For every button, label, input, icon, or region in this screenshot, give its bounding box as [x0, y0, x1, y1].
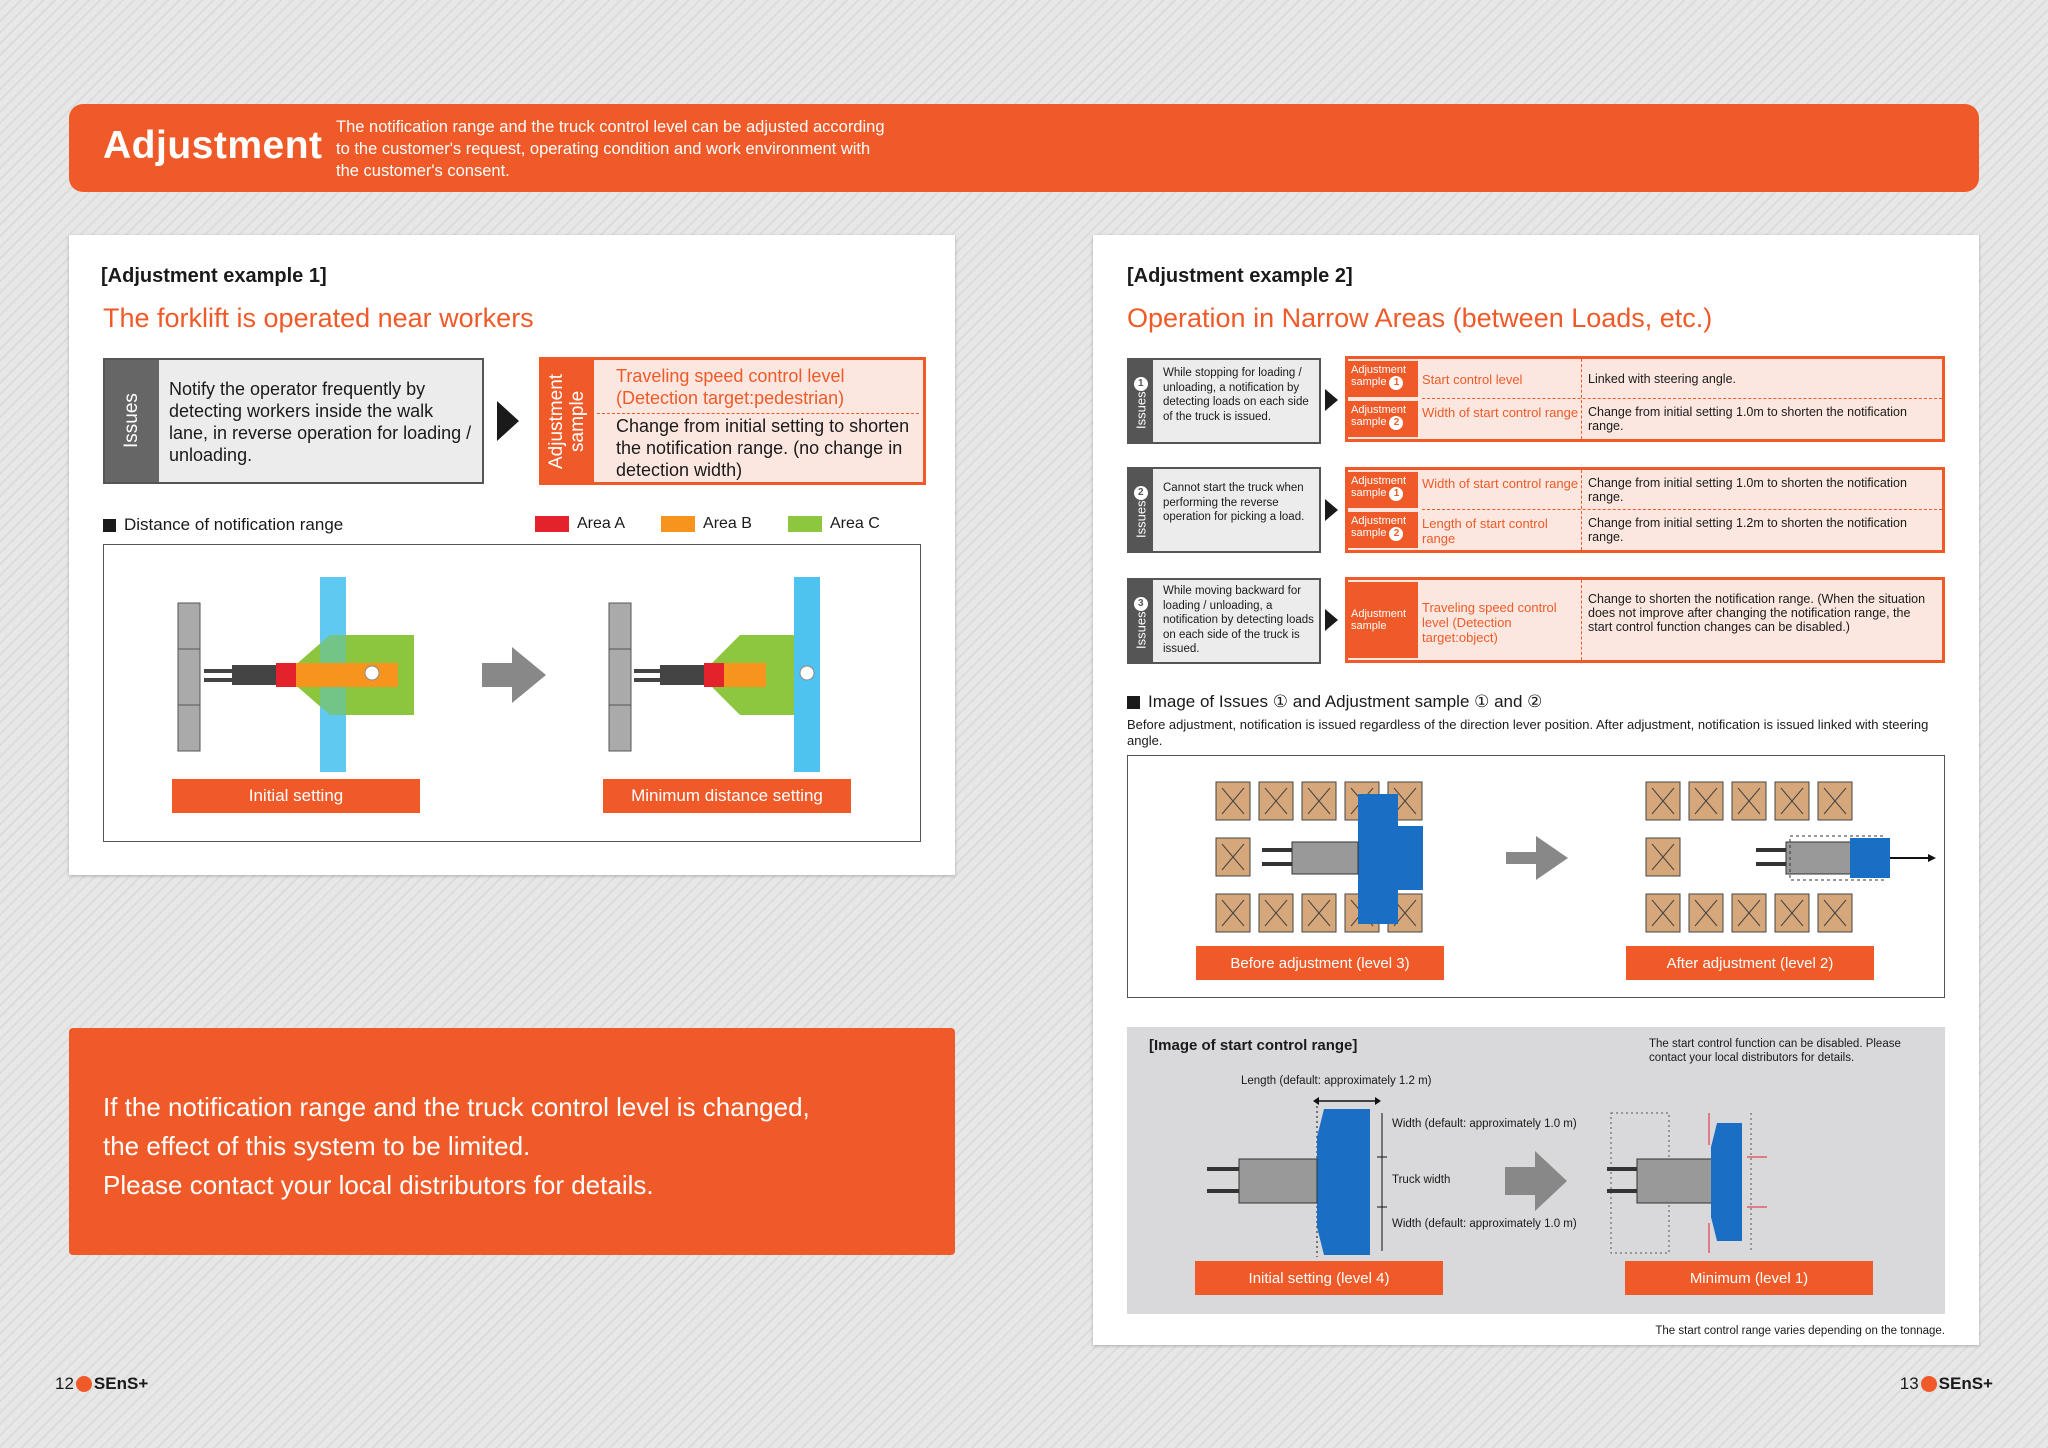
initial-setting-label: Initial setting	[172, 779, 420, 813]
initial-setting-level-4-label: Initial setting (level 4)	[1195, 1261, 1443, 1295]
example-1-label: [Adjustment example 1]	[101, 265, 327, 287]
example-2-title: Operation in Narrow Areas (between Loads, etc.)	[1127, 303, 1713, 333]
start-control-range-section	[1127, 1027, 1945, 1314]
arrow-right-icon	[497, 401, 519, 441]
minimum-level-1-label: Minimum (level 1)	[1625, 1261, 1873, 1295]
banner-description: The notification range and the truck control level can be adjusted according to the customer's request, operating condition and work environment with the customer's consent.	[336, 118, 885, 180]
issue-row-1: Issues 1 While stopping for loading / unloading, a notification by detecting loads on each side of the truck is issued.	[1127, 358, 1321, 444]
arrow-right-icon	[482, 647, 546, 703]
tonnage-footnote: The start control range varies depending on the tonnage.	[1655, 1325, 1945, 1337]
arrow-right-icon	[1325, 389, 1338, 411]
start-range-title: [Image of start control range]	[1149, 1037, 1358, 1054]
adjustment-heading: Traveling speed control level (Detection target:pedestrian)	[616, 366, 845, 408]
arrow-right-icon	[1506, 836, 1568, 880]
adjustment-text: Change from initial setting to shorten the notification range. (no change in detection width)	[616, 416, 910, 480]
area-legend	[535, 515, 880, 533]
example-1-title: The forklift is operated near workers	[103, 303, 534, 333]
arrow-right-icon	[1505, 1151, 1567, 1211]
arrow-right-icon	[1325, 609, 1338, 631]
image-section-title: Image of Issues ① and Adjustment sample ① and ②	[1127, 692, 1542, 712]
length-label: Length (default: approximately 1.2 m)	[1241, 1075, 1432, 1087]
arrow-right-icon	[1325, 499, 1338, 521]
example-2-label: [Adjustment example 2]	[1127, 265, 1353, 287]
legend-area-b: Area B	[661, 515, 752, 533]
issue-row-2: Issues 2 Cannot start the truck when performing the reverse operation for picking a load.	[1127, 467, 1321, 553]
notification-range-diagram	[103, 544, 921, 842]
initial-setting-illustration	[178, 577, 414, 772]
left-page-footer	[55, 1374, 148, 1394]
issue-row-3: Issues 3 While moving backward for loading / unloading, a notification by detecting loads on each side of the truck is issued.	[1127, 578, 1321, 664]
brand-logo-left: SEnS+	[93, 1374, 149, 1393]
adjustment-banner	[69, 104, 1979, 192]
brand-dot-icon	[1921, 1376, 1937, 1392]
adjustment-example-1-panel	[69, 235, 955, 875]
after-adjustment-label: After adjustment (level 2)	[1626, 946, 1874, 980]
adjustment-example-2-panel	[1093, 235, 1979, 1345]
issue-2-text: Cannot start the truck when performing the reverse operation for picking a load.	[1163, 482, 1305, 523]
page-number-left: 12	[55, 1374, 74, 1393]
limitation-notice	[69, 1028, 955, 1255]
right-page-footer	[1900, 1374, 1993, 1394]
issues-box	[103, 358, 484, 484]
adjustment-sample-box	[539, 357, 926, 485]
notice-line-3: Please contact your local distributors for details.	[103, 1170, 654, 1200]
before-adjustment-label: Before adjustment (level 3)	[1196, 946, 1444, 980]
issues-tab: Issues	[105, 360, 159, 482]
notice-line-1: If the notification range and the truck control level is changed,	[103, 1092, 810, 1122]
start-range-note: The start control function can be disabled. Please contact your local distributors for details.	[1649, 1038, 1901, 1064]
distance-section-title: Distance of notification range	[103, 515, 343, 535]
width-label-bottom: Width (default: approximately 1.0 m)	[1392, 1218, 1577, 1230]
bullet-square-icon	[1127, 696, 1140, 709]
bullet-square-icon	[103, 519, 116, 532]
brand-logo-right: SEnS+	[1938, 1374, 1993, 1393]
truck-width-label: Truck width	[1392, 1174, 1451, 1186]
minimum-distance-setting-label: Minimum distance setting	[603, 779, 851, 813]
issues-text: Notify the operator frequently by detecting workers inside the walk lane, in reverse operation for loading / unloading.	[169, 379, 472, 465]
page-number-right: 13	[1899, 1374, 1919, 1393]
adjustment-sample-tab: Adjustment sample	[542, 360, 594, 482]
issue-1-text: While stopping for loading / unloading, a notification by detecting loads on each side of the truck is issued.	[1163, 367, 1309, 423]
issue-3-text: While moving backward for loading / unloading, a notification by detecting loads on each side of the truck is issued.	[1163, 585, 1314, 655]
brand-dot-icon	[76, 1376, 92, 1392]
banner-title: Adjustment	[103, 124, 323, 167]
notice-line-2: the effect of this system to be limited.	[103, 1131, 531, 1161]
adjustment-row-1: Adjustment sample 1 Adjustment sample 2 Start control level Width of start control range Linked with steering angle. Change from initial setting 1.0m to shorten the notification range.	[1345, 356, 1945, 442]
adjustment-row-3: Adjustment sample Traveling speed control level (Detection target:object) Change to shorten the notification range. (When the situation does not improve after changing the notification range, the start control function changes can be disabled.)	[1345, 577, 1945, 663]
image-section-description: Before adjustment, notification is issued regardless of the direction lever position. After adjustment, notification is issued linked with steering angle.	[1127, 717, 1929, 748]
width-label-top: Width (default: approximately 1.0 m)	[1392, 1118, 1577, 1130]
steering-adjustment-diagram	[1127, 755, 1945, 998]
legend-area-c: Area C	[788, 515, 880, 533]
adjustment-row-2: Adjustment sample 1 Adjustment sample 2 Width of start control range Length of start control range Change from initial setting 1.0m to shorten the notification range. Change from initial setting 1.2m to shorten the notification range.	[1345, 467, 1945, 553]
minimum-setting-illustration	[609, 577, 820, 772]
legend-area-a: Area A	[535, 515, 625, 533]
